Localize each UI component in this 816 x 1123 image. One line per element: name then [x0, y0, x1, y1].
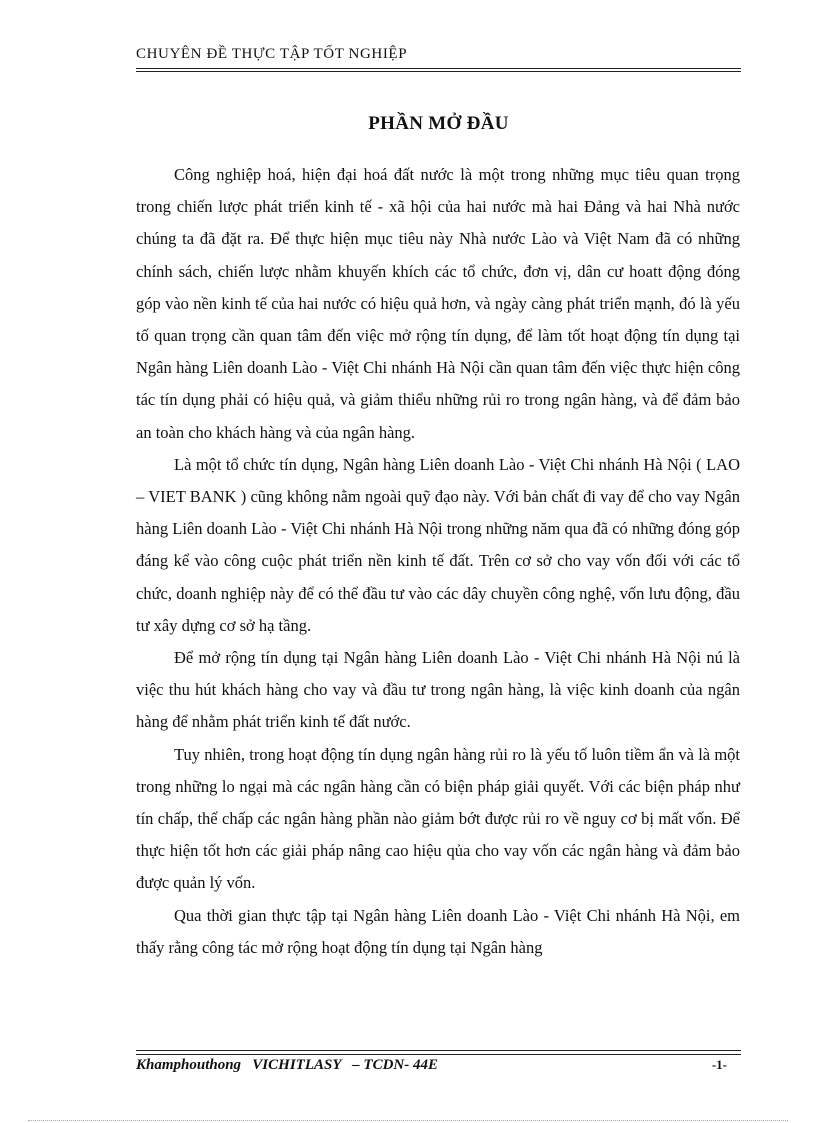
paragraph: Là một tổ chức tín dụng, Ngân hàng Liên doanh Lào - Việt Chi nhánh Hà Nội ( LAO – VIET BANK ) cũng không nằm ngoài quỹ đạo này. Với bản chất đi vay để cho vay Ngân hàng Liên doanh Lào - Việt Chi nhánh Hà Nội trong những năm qua đã có những đóng góp đáng kể vào công cuộc phát triển nền kinh tế đất. Trên cơ sở cho vay vốn đối với các tổ chức, doanh nghiệp này để có thể đầu tư vào các dây chuyền công nghệ, vốn lưu động, đầu tư xây dựng cơ sở hạ tầng. — [136, 454, 740, 635]
header-rule-bottom — [136, 71, 741, 72]
body-text — [136, 159, 740, 964]
header-rule-top — [136, 68, 741, 69]
paragraph: Tuy nhiên, trong hoạt động tín dụng ngân hàng rủi ro là yếu tố luôn tiềm ẩn và là một trong những lo ngại mà các ngân hàng cần có biện pháp giải quyết. Với các biện pháp như tín chấp, thế chấp các ngân hàng phần nào giảm bớt được rủi ro về nguy cơ bị mất vốn. Để thực hiện tốt hơn các giải pháp nâng cao hiệu qủa cho vay vốn các ngân hàng và đảm bảo được quản lý vốn. — [136, 744, 740, 893]
header-title: CHUYÊN ĐỀ THỰC TẬP TỐT NGHIỆP — [136, 46, 408, 62]
paragraph: Qua thời gian thực tập tại Ngân hàng Liên doanh Lào - Việt Chi nhánh Hà Nội, em thấy rằng công tác mở rộng hoạt động tín dụng tại Ngân hàng — [136, 905, 740, 957]
footer-rule-bottom — [136, 1054, 741, 1055]
paragraph: Để mở rộng tín dụng tại Ngân hàng Liên doanh Lào - Việt Chi nhánh Hà Nội nú là việc thu hút khách hàng cho vay và đầu tư trong ngân hàng, là việc kinh doanh của ngân hàng để nhằm phát triển kinh tế đất nước. — [136, 648, 740, 732]
page-bottom-dotted-line — [28, 1120, 788, 1121]
section-heading: PHẦN MỞ ĐẦU — [368, 113, 509, 134]
footer-rule-top — [136, 1050, 741, 1051]
page-header — [136, 46, 741, 63]
paragraph: Công nghiệp hoá, hiện đại hoá đất nước là một trong những mục tiêu quan trọng trong chiến lược phát triển kinh tế - xã hội của hai nước mà hai Đảng và hai Nhà nước chúng ta đã đặt ra. Để thực hiện mục tiêu này Nhà nước Lào và Việt Nam đã có những chính sách, chiến lược nhằm khuyến khích các tổ chức, đơn vị, dân cư hoatt động đóng góp vào nền kinh tế của hai nước có hiệu quả hơn, và ngày càng phát triển mạnh, đó là yếu tố quan trọng cần quan tâm đến việc mở rộng tín dụng, để làm tốt hoạt động tín dụng tại Ngân hàng Liên doanh Lào - Việt Chi nhánh Hà Nội cần quan tâm đến việc thực hiện công tác tín dụng phải có hiệu quả, và giảm thiểu những rủi ro trong ngân hàng, và để đảm bảo an toàn cho khách hàng và của ngân hàng. — [136, 165, 740, 442]
page-number: -1- — [711, 1057, 727, 1072]
footer-author: Khamphouthong VICHITLASY – TCDN- 44E — [136, 1057, 439, 1073]
